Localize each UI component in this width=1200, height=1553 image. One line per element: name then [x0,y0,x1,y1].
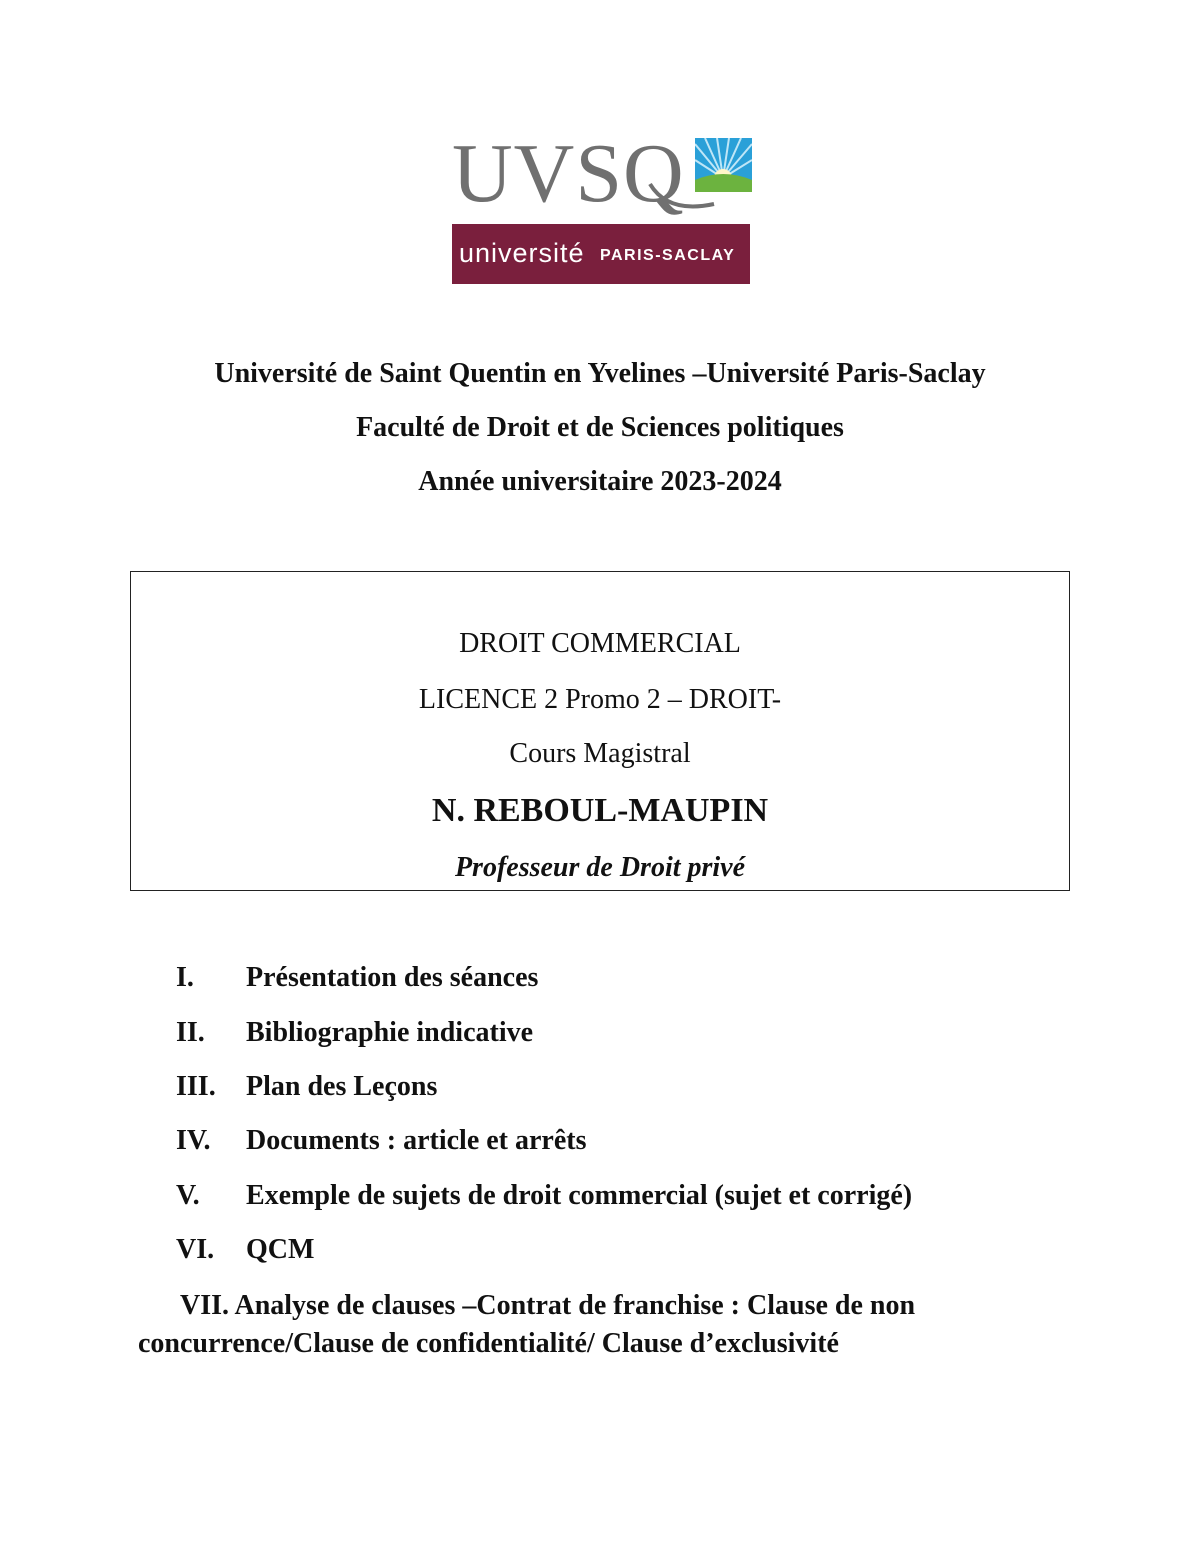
toc-item-label: Documents : article et arrêts [246,1125,587,1156]
university-name: Université de Saint Quentin en Yvelines –Université Paris-Saclay [214,358,986,389]
toc-item-last [138,1287,1058,1363]
toc-item-label: Analyse de clauses –Contrat de franchise : Clause de non concurrence/Clause de confidentialité/ Clause d’exclusivité [138,1290,916,1359]
toc-item-number: I. [176,962,194,993]
teacher-name: N. REBOUL-MAUPIN [431,792,769,829]
toc-item [176,1180,912,1212]
toc-item [176,1017,533,1049]
toc-item [176,1125,587,1157]
toc-item [176,962,538,994]
uvsq-wordmark [452,127,750,220]
band-text-universite: université [459,238,585,268]
band-text-paris-saclay: PARIS-SACLAY [600,247,736,264]
toc-item-number: VI. [176,1234,215,1265]
toc-item-label: Présentation des séances [246,962,539,993]
toc-item-label: Exemple de sujets de droit commercial (sujet et corrigé) [246,1180,913,1211]
course-title-box [130,571,1070,891]
toc-item-number: IV. [176,1125,211,1156]
toc-item-label: Bibliographie indicative [246,1017,534,1048]
toc-item [176,1234,314,1266]
course-level: LICENCE 2 Promo 2 – DROIT- [418,684,782,715]
course-type: Cours Magistral [509,738,691,769]
uvsq-logo [452,127,750,284]
toc-item-number: II. [176,1017,205,1048]
toc-item-label: Plan des Leçons [246,1071,438,1102]
toc-item [176,1071,437,1103]
toc-item-number: V. [176,1180,200,1211]
document-header [0,356,1200,518]
teacher-role: Professeur de Droit privé [454,852,746,883]
uvsq-text: UVSQ [452,127,685,220]
academic-year: Année universitaire 2023-2024 [418,466,782,497]
toc-item-number: VII. [180,1290,230,1321]
toc-item-label: QCM [246,1234,315,1265]
faculty-name: Faculté de Droit et de Sciences politiques [356,412,844,443]
toc-item-number: III. [176,1071,216,1102]
logo-swoosh [648,180,718,214]
paris-saclay-band [452,224,750,284]
course-title: DROIT COMMERCIAL [459,628,741,659]
